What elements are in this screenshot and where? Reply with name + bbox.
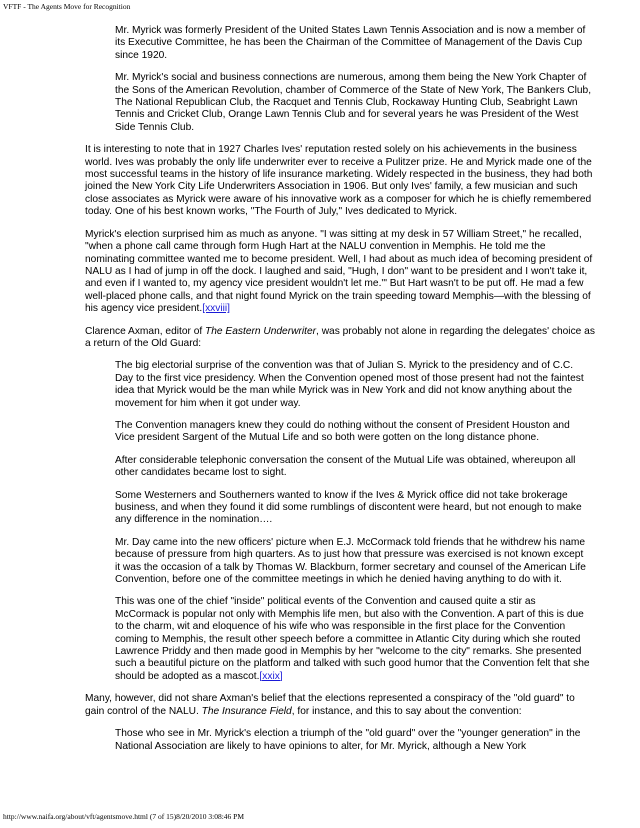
publication-title-eastern-underwriter: The Eastern Underwriter	[205, 325, 317, 337]
axman-intro-text-end: , was probably not alone in regarding the delegates' choice as a return of the Old Guard:	[85, 325, 595, 349]
insurance-field-text: Many, however, did not share Axman's belief that the elections represented a conspiracy of the "old guard" to gain control of the NALU.	[85, 693, 575, 717]
quote-inside-political-events-text: This was one of the chief "inside" political events of the Convention and caused quite a stir as McCormack is popular not only with Memphis life men, but also with the Convention. A part of this is due to the charm, wit and eloquence of his wife who was responsible in the first place for the Convention coming to Memphis, the result other speech before a committee in Atlantic City during which she routed Lawrence Priddy and then made good in Memphis by her "welcome to the city" remarks. She presented such a beautiful picture on the platform and talked with such good humor that the Convention felt that she should be adopted as a mascot.	[115, 596, 590, 682]
quote-inside-political-events	[115, 596, 591, 683]
quote-electorial-surprise: The big electorial surprise of the convention was that of Julian S. Myrick to the presidency and of C.C. Day to the first vice presidency. When the Convention opened most of those present had not the faintest idea that Myrick would be the man while Myrick was in New York and did not know anything about the movement for him when it got under way.	[115, 360, 584, 409]
quote-mr-day: Mr. Day came into the new officers' picture when E.J. McCormack told friends that he withdrew his name because of pressure from high quarters. As to just how that pressure was exercised is not known except it was the occasion of a talk by Thomas W. Blackburn, former secretary and counsel of the American Life Convention, before one of the committee meetings in which he denied having anything to do with it.	[115, 536, 586, 586]
paragraph-myrick-election	[85, 229, 595, 316]
quote-westerners-southerners: Some Westerners and Southerners wanted to know if the Ives & Myrick office did not take brokerage business, and when they found it did some rumblings of discontent were heard, but not enough to make any difference in the nomination….	[115, 489, 582, 526]
quote-telephonic-conversation: After considerable telephonic conversation the consent of the Mutual Life was obtained, whereupon all other candidates became lost to sight.	[115, 454, 576, 479]
footnote-link-xxix[interactable]: [xxix]	[259, 670, 283, 682]
quote-convention-managers: The Convention managers knew they could do nothing without the consent of President Houston and Vice president Sargent of the Mutual Life and so both were gotten on the long distance phone.	[115, 419, 570, 444]
page-header: VFTF - The Agents Move for Recognition	[3, 2, 131, 11]
publication-title-insurance-field: The Insurance Field	[201, 705, 292, 717]
page-footer-url: http://www.naifa.org/about/vft/agentsmove.html (7 of 15)8/20/2010 3:08:46 PM	[3, 812, 245, 821]
paragraph-axman-intro	[85, 326, 595, 351]
paragraph-charles-ives: It is interesting to note that in 1927 Charles Ives' reputation rested solely on his achievements in the business world. Ives was probably the only life underwriter ever to receive a Pulitzer prize. He and Myrick made one of the most successful teams in the history of life insurance marketing. Widely respected in the business, they had both joined the New York City Life Underwriters Association in 1906. But only Ives' family, a few musician and such close associates as Myrick were aware of his innovative work as a composer for which he is chiefly remembered today. One of his best known works, "The Fourth of July," Ives dedicated to Myrick.	[85, 144, 593, 218]
footnote-link-xxviii[interactable]: [xxviii]	[202, 303, 230, 315]
paragraph-myrick-connections: Mr. Myrick's social and business connections are numerous, among them being the New York Chapter of the Sons of the American Revolution, chamber of Commerce of the State of New York, The Bankers Club, The National Republican Club, the Racquet and Tennis Club, Rockaway Hunting Club, Seabright Lawn Tennis and Cricket Club, Orange Lawn Tennis Club and for several years he was President of the West Side Tennis Club.	[115, 72, 592, 133]
quote-old-guard: Those who see in Mr. Myrick's election a triumph of the "old guard" over the "younger generation" in the National Association are likely to have opinions to alter, for Mr. Myrick, although a New York	[115, 728, 581, 752]
paragraph-myrick-election-text: Myrick's election surprised him as much as anyone. "I was sitting at my desk in 57 William Street," he recalled, "when a phone call came through form Hugh Hart at the NALU convention in Memphis. He told me the nominating committee wanted me to become president. Well, I had about as much idea of becoming president of NALU as I had of jump in off the dock. I laughed and said, "Hugh, I don" want to be president and I won't take it, and even if I wanted to, my agency vice president wouldn't let me.'" But Hart wasn't to be put off. He mad a few well-placed phone calls, and that night found Myrick on the train speeding toward Memphis—with the blessing of his agency vice president.	[85, 228, 593, 315]
document-body	[85, 25, 595, 763]
axman-intro-text: Clarence Axman, editor of	[85, 325, 206, 337]
paragraph-insurance-field	[85, 693, 595, 718]
paragraph-myrick-tennis: Mr. Myrick was formerly President of the United States Lawn Tennis Association and is now a member of its Executive Committee, he has been the Chairman of the Committee of Management of the Davis Cup since 1920.	[115, 25, 586, 61]
insurance-field-text-end: , for instance, and this to say about the convention:	[291, 705, 522, 717]
